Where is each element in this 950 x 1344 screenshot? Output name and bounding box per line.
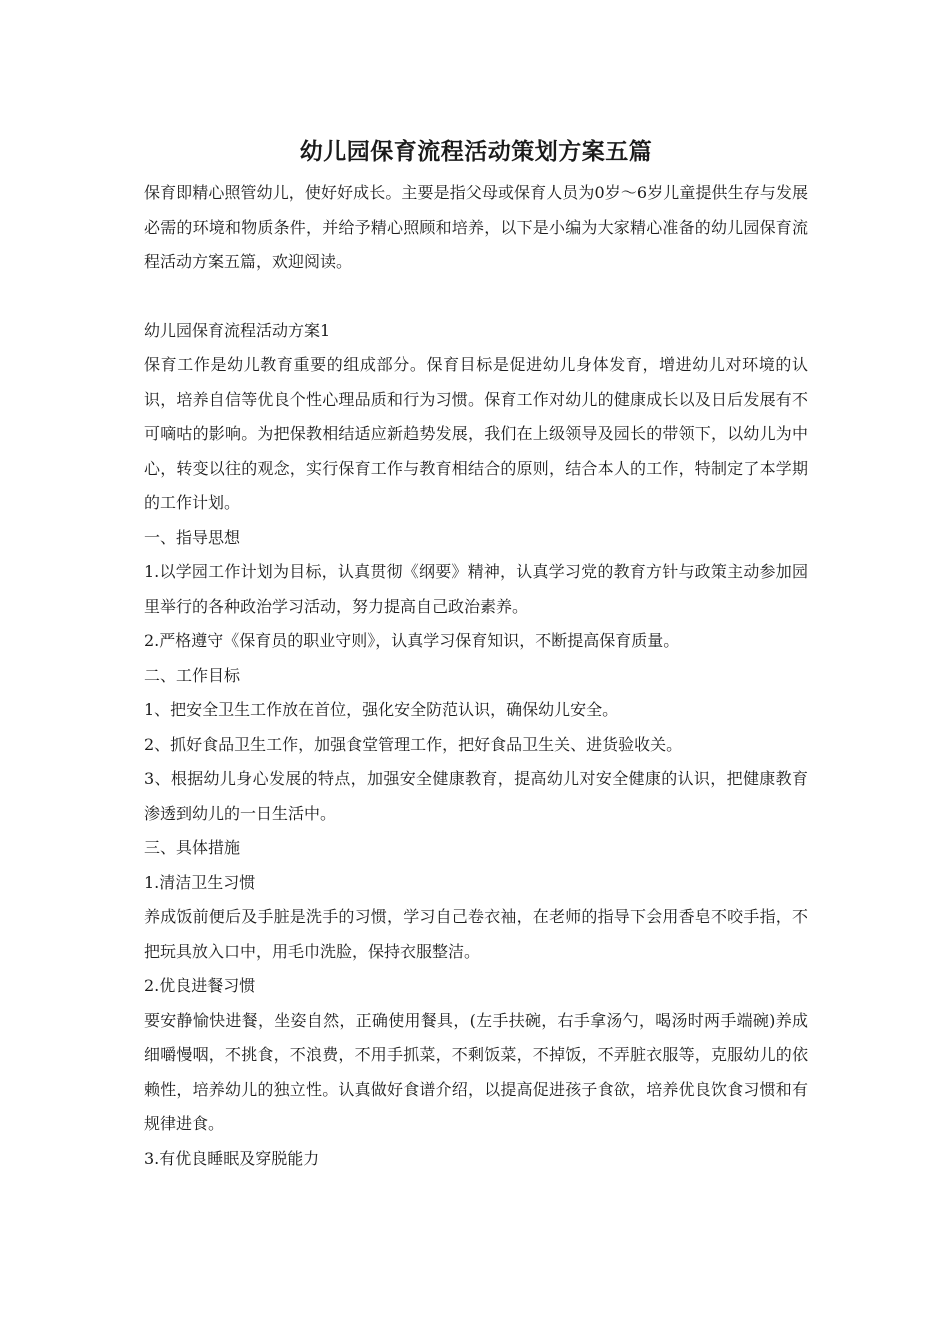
subheading-hygiene: 1.清洁卫生习惯 bbox=[144, 872, 256, 892]
section-title: 幼儿园保育流程活动方案1 bbox=[144, 320, 331, 340]
heading-work-goals: 二、工作目标 bbox=[144, 665, 241, 685]
document-page bbox=[144, 128, 808, 1176]
paragraph-guiding-1: 1.以学园工作计划为目标，认真贯彻《纲要》精神，认真学习党的教育方针与政策主动参加园里举行的各种政治学习活动，努力提高自己政治素养。 bbox=[144, 562, 808, 616]
paragraph-purpose: 保育工作是幼儿教育重要的组成部分。保育目标是促进幼儿身体发育，增进幼儿对环境的认识，培养自信等优良个性心理品质和行为习惯。保育工作对幼儿的健康成长以及日后发展有不可嘀咕的影响。为把保教相结适应新趋势发展，我们在上级领导及园长的带领下，以幼儿为中心，转变以往的观念，实行保育工作与教育相结合的原则，结合本人的工作，特制定了本学期的工作计划。 bbox=[144, 355, 808, 512]
blank-line bbox=[144, 280, 808, 314]
paragraph-goal-1: 1、把安全卫生工作放在首位，强化安全防范认识，确保幼儿安全。 bbox=[144, 700, 619, 719]
heading-guiding-ideas: 一、指导思想 bbox=[144, 527, 241, 547]
subheading-sleep: 3.有优良睡眠及穿脱能力 bbox=[144, 1148, 320, 1168]
intro-paragraph: 保育即精心照管幼儿，使好好成长。主要是指父母或保育人员为0岁～6岁儿童提供生存与发展必需的环境和物质条件，并给予精心照顾和培养，以下是小编为大家精心准备的幼儿园保育流程活动方案五篇，欢迎阅读。 bbox=[144, 183, 808, 271]
paragraph-hygiene: 养成饭前便后及手脏是洗手的习惯，学习自己卷衣袖，在老师的指导下会用香皂不咬手指，不把玩具放入口中，用毛巾洗脸，保持衣服整洁。 bbox=[144, 907, 808, 961]
subheading-eating: 2.优良进餐习惯 bbox=[144, 976, 256, 995]
document-title: 幼儿园保育流程活动策划方案五篇 bbox=[299, 138, 653, 165]
heading-measures: 三、具体措施 bbox=[144, 838, 241, 857]
paragraph-goal-3: 3、根据幼儿身心发展的特点，加强安全健康教育，提高幼儿对安全健康的认识，把健康教育渗透到幼儿的一日生活中。 bbox=[144, 769, 808, 823]
paragraph-eating: 要安静愉快进餐，坐姿自然，正确使用餐具，(左手扶碗，右手拿汤勺，喝汤时两手端碗)养成细嚼慢咽，不挑食，不浪费，不用手抓菜，不剩饭菜，不掉饭，不弄脏衣服等，克服幼儿的依赖性，培养幼儿的独立性。认真做好食谱介绍，以提高促进孩子食欲，培养优良饮食习惯和有规律进食。 bbox=[144, 1010, 808, 1133]
paragraph-guiding-2: 2.严格遵守《保育员的职业守则》，认真学习保育知识，不断提高保育质量。 bbox=[144, 631, 680, 650]
paragraph-goal-2: 2、抓好食品卫生工作，加强食堂管理工作，把好食品卫生关、进货验收关。 bbox=[144, 734, 683, 754]
